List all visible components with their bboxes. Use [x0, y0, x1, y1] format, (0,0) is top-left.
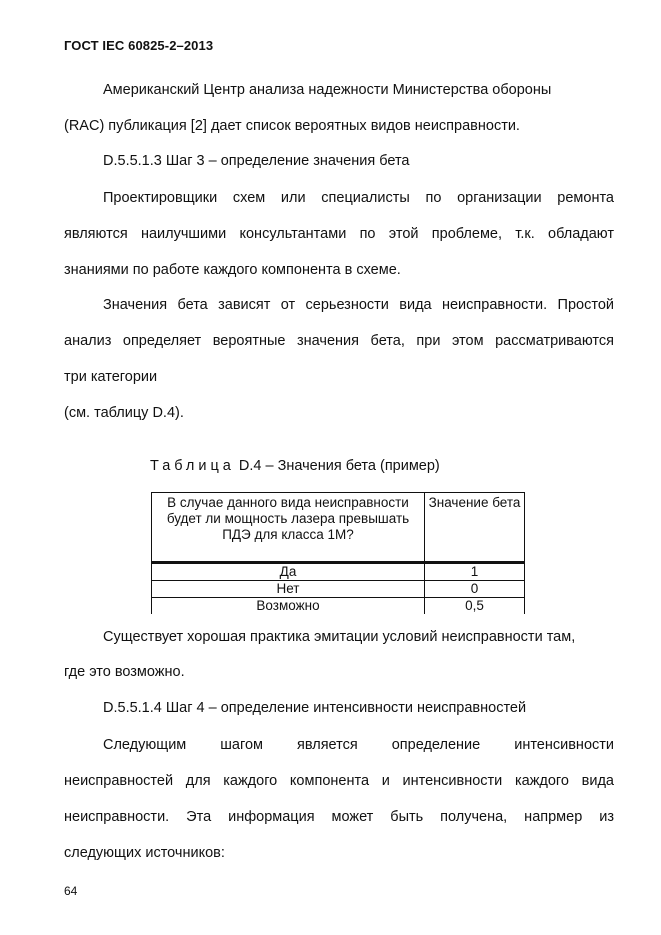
header-value-cell — [425, 493, 525, 563]
table-row — [152, 598, 525, 615]
answer-cell: Нет — [152, 581, 425, 598]
table-header-row — [152, 493, 525, 563]
paragraph-line: три категории — [64, 369, 158, 385]
value-cell: 0 — [425, 581, 525, 598]
beta-values-table — [151, 492, 525, 614]
page-number: 64 — [64, 884, 78, 898]
section-heading-step4: D.5.5.1.4 Шаг 4 – определение интенсивности неисправностей — [103, 700, 527, 716]
paragraph-line: Американский Центр анализа надежности Министерства обороны — [103, 82, 552, 98]
header-question-cell — [152, 493, 425, 563]
section-heading-step3: D.5.5.1.3 Шаг 3 – определение значения бета — [103, 153, 410, 169]
answer-cell: Возможно — [152, 598, 425, 615]
header-value-text: Значение бета — [428, 495, 521, 510]
paragraph-line: следующих источников: — [64, 845, 225, 861]
paragraph-line: неисправностей для каждого компонента и интенсивности каждого вида — [64, 773, 614, 789]
paragraph-line: Существует хорошая практика эмитации условий неисправности там, — [103, 629, 576, 645]
paragraph-line: знаниями по работе каждого компонента в схеме. — [64, 262, 401, 278]
paragraph-line: являются наилучшими консультантами по этой проблеме, т.к. обладают — [64, 226, 614, 242]
table-caption-word: Таблица — [150, 458, 235, 474]
table-row — [152, 563, 525, 581]
paragraph-line: Следующим шагом является определение интенсивности — [103, 737, 614, 753]
paragraph-line: анализ определяет вероятные значения бета, при этом рассматриваются — [64, 333, 614, 349]
paragraph-line: неисправности. Эта информация может быть получена, напрмер из — [64, 809, 614, 825]
table-row — [152, 581, 525, 598]
value-cell: 0,5 — [425, 598, 525, 615]
document-header: ГОСТ IEC 60825-2–2013 — [64, 38, 214, 53]
paragraph-line: Проектировщики схем или специалисты по организации ремонта — [103, 190, 614, 206]
paragraph-line: (RAC) публикация [2] дает список вероятных видов неисправности. — [64, 118, 520, 134]
table-caption-text: D.4 – Значения бета (пример) — [238, 458, 440, 474]
answer-cell: Да — [152, 563, 425, 581]
table-caption — [150, 458, 440, 474]
header-question-text: В случае данного вида неисправности будет ли мощность лазера превышать ПДЭ для класса 1М? — [166, 495, 410, 542]
paragraph-line: Значения бета зависят от серьезности вида неисправности. Простой — [103, 297, 614, 313]
paragraph-line: где это возможно. — [64, 664, 185, 680]
value-cell: 1 — [425, 563, 525, 581]
paragraph-line: (см. таблицу D.4). — [64, 405, 184, 421]
